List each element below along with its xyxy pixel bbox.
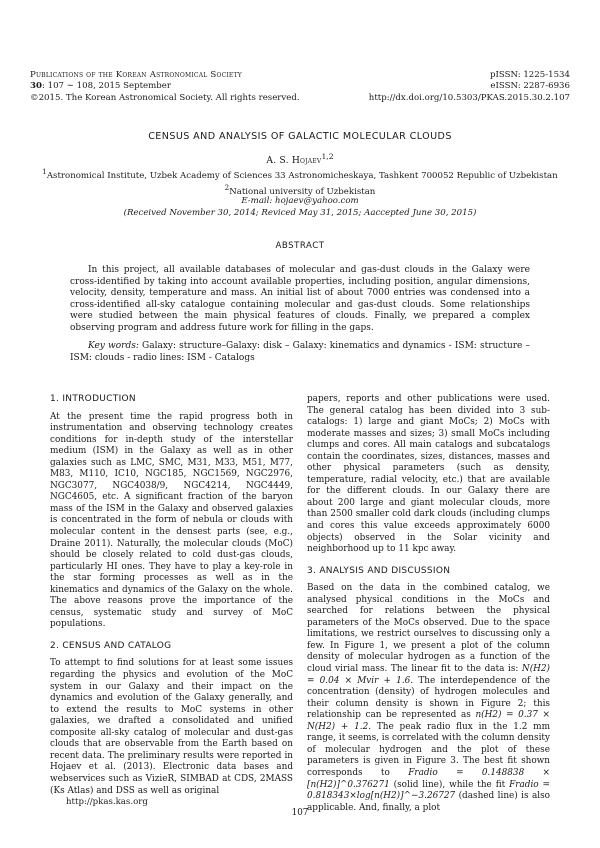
keywords-label: Key words:: [88, 341, 139, 351]
author-line: [0, 152, 600, 166]
affiliation-2-mark: 2: [224, 182, 230, 192]
affiliation-2: National university of Uzbekistan: [229, 186, 376, 197]
page-number: 107: [291, 808, 309, 818]
author-email[interactable]: E-mail: hojaev@yahoo.com: [241, 196, 359, 206]
abstract-body: [70, 265, 530, 335]
analysis-heading: 3. ANALYSIS AND DISCUSSION: [307, 565, 451, 576]
issue-info: : 107 ∼ 108, 2015 September: [41, 81, 171, 92]
abstract-text: In this project, all available databases of molecular and gas-dust clouds in the Galaxy were cross-identified by taking into account available properties, including position, angular dimensions, velocity, density, temperature and mass. An initial list of about 7000 entries was condensed into a cross-identified all-sky catalogue containing molecular and gas-dust clouds. Some relationships were studied between the main physical features of clouds. Finally, we prepared a complex observing program and address future work for filling in the gaps.: [70, 265, 530, 333]
affiliation-1-mark: 1: [42, 167, 47, 176]
analysis-paragraph-2: The interdependence of the concentration (density) of hydrogen molecules and their column density is shown in Figure 2; this relationship can be represented as: [307, 675, 550, 721]
introduction-text: At the present time the rapid progress both in instrumentation and observing technology creates conditions for in-depth study of the interstellar medium (ISM) in the Galaxy as well as in other galaxies such as LMC, SMC, M31, M33, M51, M77, M83, M110, IC10, NGC185, NGC1569, NGC2976, NGC3077, NGC4038/9, NGC4214, NGC4449, NGC4605, etc. A significant fraction of the baryon mass of the ISM in the Galaxy and observed galaxies is concentrated in the form of nebula or clouds with molecular content in the densest parts (see, e.g., Draine 2011). Naturally, the molecular clouds (MoC) should be closely related to cold dust-gas clouds, particularly HI ones. They have to play a key-role in the star forming processes as well as in the kinematics and dynamics of the Galaxy on the whole. The above reasons prove the importance of the census, systematic study and survey of MoC populations.: [50, 411, 293, 630]
equation-2: n(H2) = 0.37 × N(H2) + 1.2.: [307, 710, 550, 732]
keywords-list: Galaxy: structure–Galaxy: disk – Galaxy: kinematics and dynamics - ISM: structure – ISM: clouds - radio lines: ISM - Catalogs: [70, 341, 530, 363]
equation-4: Fradio = 0.818343×log[n(H2)]^−3.26727: [307, 779, 550, 802]
analysis-paragraph-1: Based on the data in the combined catalog, we analysed physical conditions in the MoCs and searched for relations between the physical parameters of the MoCs observed. Due to the space limitations, we restrict ourselves to discussing only a few. In Figure 1, we present a plot of the column density of molecular hydrogen as a function of the cloud virial mass. The linear fit to the data is:: [307, 583, 550, 675]
introduction-heading: 1. INTRODUCTION: [50, 394, 136, 404]
copyright-line: ©2015. The Korean Astronomical Society. All rights reserved.: [30, 92, 300, 103]
equation-1: N(H2) = 0.04 × Mvir + 1.6.: [307, 664, 550, 686]
keywords: [70, 341, 530, 364]
paper-title: CENSUS AND ANALYSIS OF GALACTIC MOLECULAR CLOUDS: [148, 131, 452, 142]
affiliation-1: Astronomical Institute, Uzbek Academy of Sciences 33 Astronomicheskaya, Tashkent 700052 Republic of Uzbekistan: [46, 170, 558, 181]
journal-name: Publications of the Korean Astronomical Society: [30, 70, 242, 80]
analysis-paragraph-4: (solid line), while the fit: [393, 779, 506, 790]
analysis-paragraph-5: (dashed line) is also applicable. And, finally, a plot: [307, 791, 550, 813]
issn-header: [369, 70, 570, 104]
census-heading: 2. CENSUS AND CATALOG: [50, 640, 172, 651]
eissn: eISSN: 2287-6936: [490, 81, 570, 92]
author-name: A. S. Hojaev: [266, 155, 322, 167]
census-text-continued: papers, reports and other publications were used. The general catalog has been divided into 3 sub-catalogs: 1) large and giant MoCs; 2) MoCs with moderate masses and sizes; 3) small MoCs including clumps and cores. All main catalogs and subcatalogs contain the coordinates, sizes, distances, masses and other physical parameters (such as density, temperature, radial velocity, etc.) that are available for the different clouds. In our Galaxy there are about 200 large and giant molecular clouds, more than 2500 smaller cold dark clouds (including clumps and cores this value exceeds approximately 6000 objects) observed in the Solar vicinity and neighborhood up to 11 kpc away.: [307, 394, 550, 555]
author-affiliation-marks: 1,2: [321, 152, 334, 161]
right-column: [307, 394, 550, 814]
analysis-text: [307, 583, 550, 814]
doi-link[interactable]: http://dx.doi.org/10.5303/PKAS.2015.30.2.107: [368, 92, 570, 103]
affiliations: [0, 166, 600, 198]
census-text: To attempt to find solutions for at least some issues regarding the physics and evolution of the MoC system in our Galaxy and their impact on the dynamics and evolution of the Galaxy generally, and to extend the results to MoC systems in other galaxies, we drafted a consolidated and unified composite all-sky catalog of molecular and dust-gas clouds that are observable from the Earth based on recent data. The preliminary results were reported in Hojaev et al. (2013). Electronic data bases and webservices such as VizieR, SIMBAD at CDS, 2MASS (Ks Atlas) and DSS as well as original: [50, 658, 293, 796]
analysis-paragraph-3: The peak radio flux in the 1.2 mm range, it seems, is correlated with the column density of molecular hydrogen and the plot of these parameters is given in Figure 3. The best fit shown corresponds to: [307, 721, 551, 778]
received-dates: (Received November 30, 2014; Reviced May 31, 2015; Aaccepted June 30, 2015): [123, 208, 477, 218]
left-column: [50, 394, 293, 797]
equation-3: Fradio = 0.148838 × [n(H2)]^0.376271: [307, 767, 550, 790]
abstract-heading: ABSTRACT: [275, 241, 325, 251]
pissn: pISSN: 1225-1534: [489, 70, 570, 80]
footer-url[interactable]: http://pkas.kas.org: [66, 797, 148, 807]
journal-header: [30, 70, 300, 104]
volume-number: 30: [30, 81, 42, 92]
